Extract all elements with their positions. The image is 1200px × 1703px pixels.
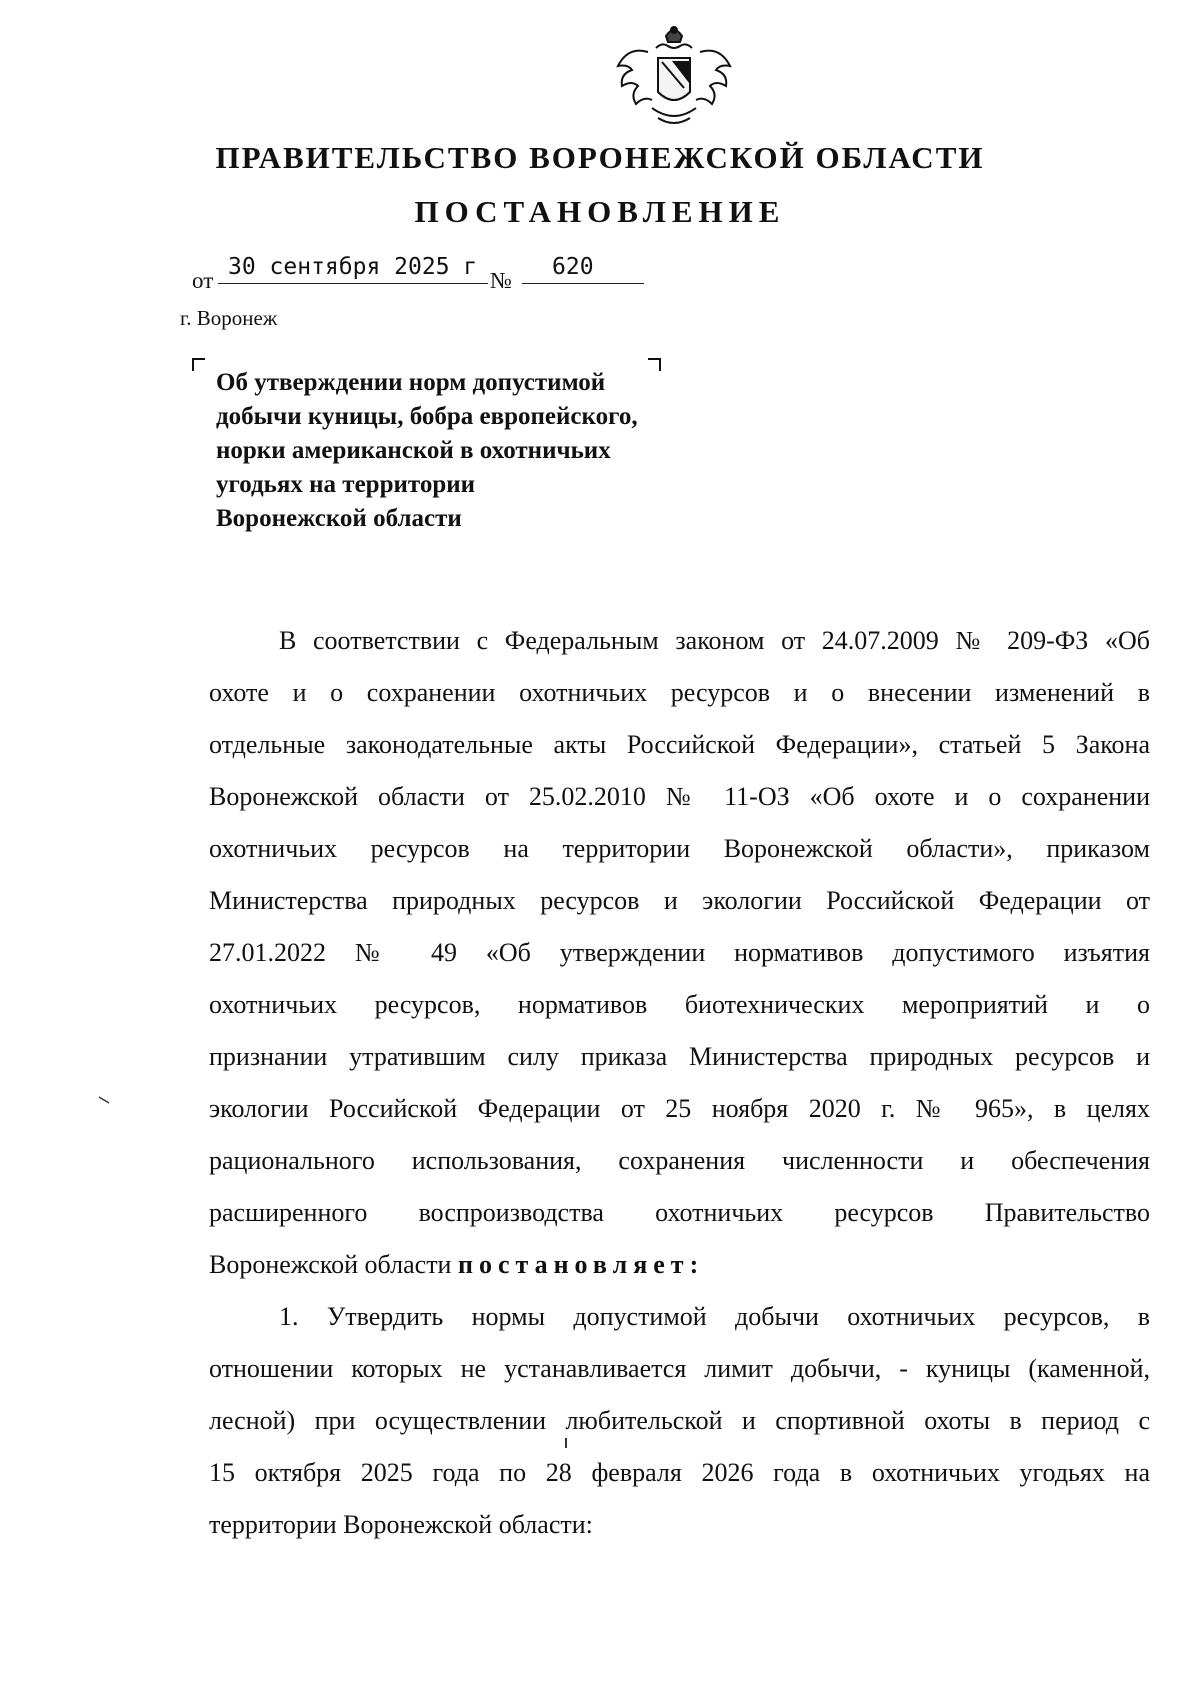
subject-line: добычи куницы, бобра европейского,	[216, 403, 638, 430]
body-line: охотничьих ресурсов на территории Воронежской области», приказом	[209, 834, 1150, 863]
body-line: признании утратившим силу приказа Министерства природных ресурсов и	[209, 1042, 1150, 1071]
subject-line: Воронежской области	[216, 505, 462, 532]
body-line: рационального использования, сохранения численности и обеспечения	[209, 1146, 1150, 1175]
subject-corner-left	[192, 358, 205, 371]
number-sign: №	[490, 268, 512, 293]
subject-line: угодьях на территории	[216, 471, 476, 498]
decree-line	[209, 1250, 1150, 1286]
scan-speck-icon	[98, 1095, 112, 1105]
body-line: 27.01.2022 № 49 «Об утверждении нормативов допустимого изъятия	[209, 938, 1150, 967]
date-prefix: от	[192, 268, 214, 293]
body-line: расширенного воспроизводства охотничьих ресурсов Правительство	[209, 1198, 1150, 1227]
item-line: лесной) при осуществлении любительской и спортивной охоты в период с	[209, 1406, 1150, 1435]
subject-line: норки американской в охотничьих	[216, 437, 611, 464]
item-line: отношении которых не устанавливается лимит добычи, - куницы (каменной,	[209, 1354, 1150, 1383]
body-line: В соответствии с Федеральным законом от 24.07.2009 № 209-ФЗ «Об	[279, 626, 1150, 655]
item-line: 15 октября 2025 года по 28 февраля 2026 года в охотничьих угодьях на	[209, 1458, 1150, 1487]
item-line: территории Воронежской области:	[209, 1510, 593, 1539]
decree-word: постановляет:	[457, 1250, 705, 1279]
body-line: Министерства природных ресурсов и экологии Российской Федерации от	[209, 886, 1150, 915]
document-subject	[216, 366, 676, 536]
body-line: Воронежской области от 25.02.2010 № 11-ОЗ «Об охоте и о сохранении	[209, 782, 1150, 811]
subject-line: Об утверждении норм допустимой	[216, 369, 606, 396]
document-number: 620	[552, 254, 594, 280]
organization-title: ПРАВИТЕЛЬСТВО ВОРОНЕЖСКОЙ ОБЛАСТИ	[215, 140, 985, 175]
document-type: ПОСТАНОВЛЕНИЕ	[414, 194, 786, 229]
document-date: 30 сентября 2025 г	[228, 254, 478, 280]
body-line: экологии Российской Федерации от 25 ноября 2020 г. № 965», в целях	[209, 1094, 1150, 1123]
decree-lead: Воронежской области	[209, 1250, 452, 1279]
coat-of-arms-icon	[612, 22, 736, 134]
scan-speck-icon	[563, 1437, 569, 1449]
body-line: охоте и о сохранении охотничьих ресурсов и о внесении изменений в	[209, 678, 1150, 707]
body-line: отдельные законодательные акты Российской Федерации», статьей 5 Закона	[209, 730, 1150, 759]
body-line: охотничьих ресурсов, нормативов биотехнических мероприятий и о	[209, 990, 1150, 1019]
item-line: 1. Утвердить нормы допустимой добычи охотничьих ресурсов, в	[279, 1302, 1150, 1331]
issue-city: г. Воронеж	[180, 306, 278, 330]
